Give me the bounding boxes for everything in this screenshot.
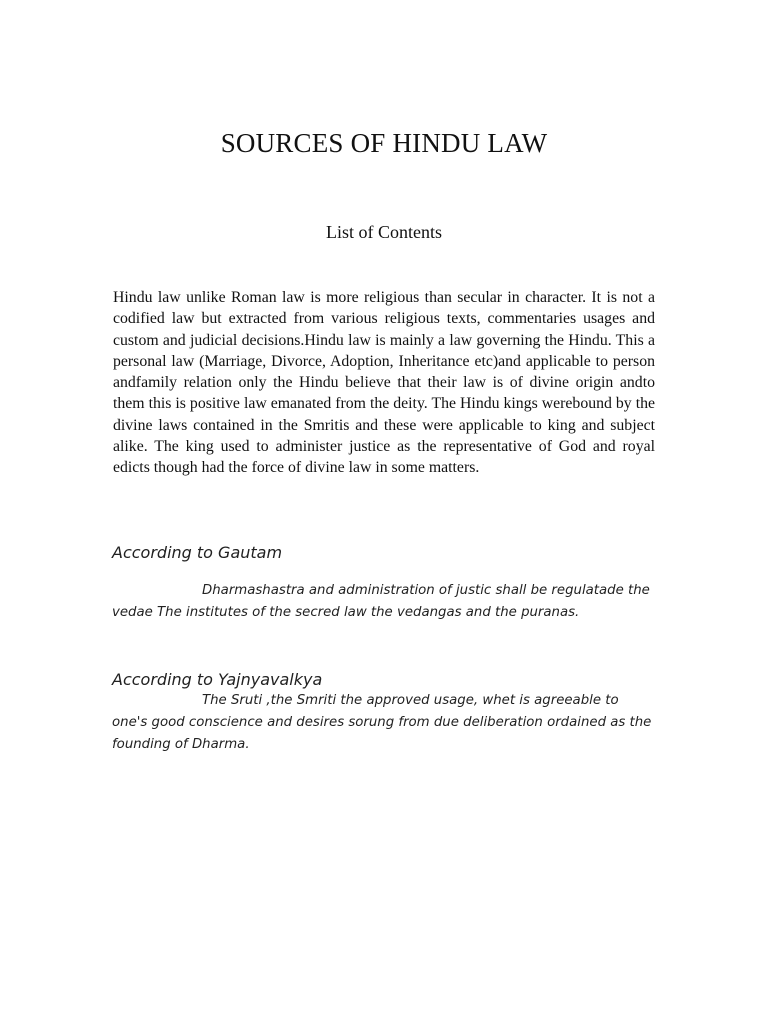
contents-heading: List of Contents [326, 222, 442, 242]
quote-heading-gautam: According to Gautam [112, 543, 283, 562]
quote-body-gautam: Dharmashastra and administration of justic shall be regulatade the vedae The institutes of the secred law the vedangas and the puranas. [112, 583, 650, 620]
quote-text-gautam [112, 580, 657, 624]
quote-heading-yajnyavalkya: According to Yajnyavalkya [112, 670, 323, 689]
quote-yajnyavalkya [112, 670, 657, 756]
document-title: SOURCES OF HINDU LAW [220, 128, 548, 158]
intro-paragraph: Hindu law unlike Roman law is more religious than secular in character. It is not a codified law but extracted from various religious texts, commentaries usages and custom and judicial decisions.Hindu law is mainly a law governing the Hindu. This a personal law (Marriage, Divorce, Adoption, Inheritance etc)and applicable to person andfamily relation only the Hindu believe that their law is of divine origin andto them this is positive law emanated from the deity. The Hindu kings werebound by the divine laws contained in the Smritis and these were applicable to king and subject alike. The king used to administer justice as the representative of God and royal edicts though had the force of divine law in some matters. [113, 289, 655, 477]
quote-body-yajnyavalkya: The Sruti ,the Smriti the approved usage, whet is agreeable to one's good conscience and desires sorung from due deliberation ordained as the founding of Dharma. [112, 693, 652, 752]
quote-gautam [112, 543, 657, 624]
quote-text-yajnyavalkya [112, 690, 657, 756]
